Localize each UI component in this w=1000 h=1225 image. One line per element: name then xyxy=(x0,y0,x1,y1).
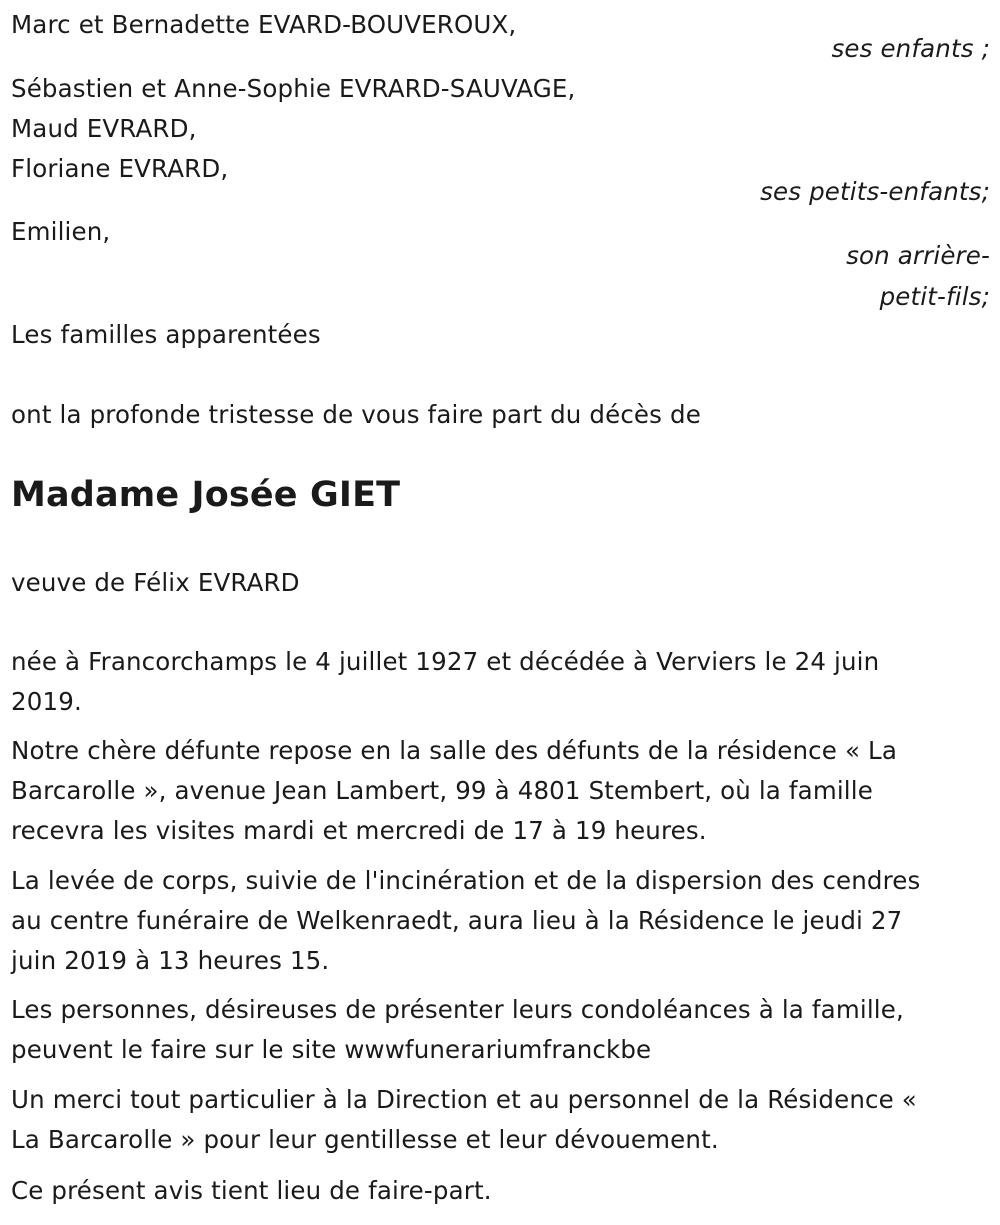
condolences-line-1: Les personnes, désireuses de présenter leurs condoléances à la famille, xyxy=(11,995,904,1024)
grandchild-line-3: Floriane EVRARD, xyxy=(11,154,229,183)
grandchild-line-1: Sébastien et Anne-Sophie EVRARD-SAUVAGE, xyxy=(11,74,576,103)
condolences-line-2: peuvent le faire sur le site wwwfunerariumfranckbe xyxy=(11,1035,652,1064)
grandchildren-role: ses petits-enfants; xyxy=(760,177,990,206)
grandchild-line-2: Maud EVRARD, xyxy=(11,114,197,143)
rest-line-1: Notre chère défunte repose en la salle des défunts de la résidence « La xyxy=(11,736,897,765)
birth-death-line-1: née à Francorchamps le 4 juillet 1927 et décédée à Verviers le 24 juin xyxy=(11,647,880,676)
thanks-line-2: La Barcarolle » pour leur gentillesse et leur dévouement. xyxy=(11,1125,719,1154)
birth-death-line-2: 2019. xyxy=(11,687,82,716)
deceased-name: Madame Josée GIET xyxy=(11,475,401,515)
children-name: Marc et Bernadette EVARD-BOUVEROUX, xyxy=(11,10,517,39)
ceremony-line-1: La levée de corps, suivie de l'incinération et de la dispersion des cendres xyxy=(11,866,921,895)
great-grandchild-role-line-2: petit-fils; xyxy=(879,282,990,311)
announcement-line: ont la profonde tristesse de vous faire part du décès de xyxy=(11,400,701,429)
families-line: Les familles apparentées xyxy=(11,320,321,349)
closing-line: Ce présent avis tient lieu de faire-part. xyxy=(11,1176,492,1205)
great-grandchild-name: Emilien, xyxy=(11,217,111,246)
rest-line-3: recevra les visites mardi et mercredi de 17 à 19 heures. xyxy=(11,816,707,845)
great-grandchild-role-line-1: son arrière- xyxy=(846,241,990,270)
thanks-line-1: Un merci tout particulier à la Direction et au personnel de la Résidence « xyxy=(11,1085,917,1114)
ceremony-line-3: juin 2019 à 13 heures 15. xyxy=(11,946,330,975)
children-role: ses enfants ; xyxy=(831,34,990,63)
ceremony-line-2: au centre funéraire de Welkenraedt, aura lieu à la Résidence le jeudi 27 xyxy=(11,906,903,935)
widow-of-line: veuve de Félix EVRARD xyxy=(11,568,300,597)
rest-line-2: Barcarolle », avenue Jean Lambert, 99 à 4801 Stembert, où la famille xyxy=(11,776,873,805)
